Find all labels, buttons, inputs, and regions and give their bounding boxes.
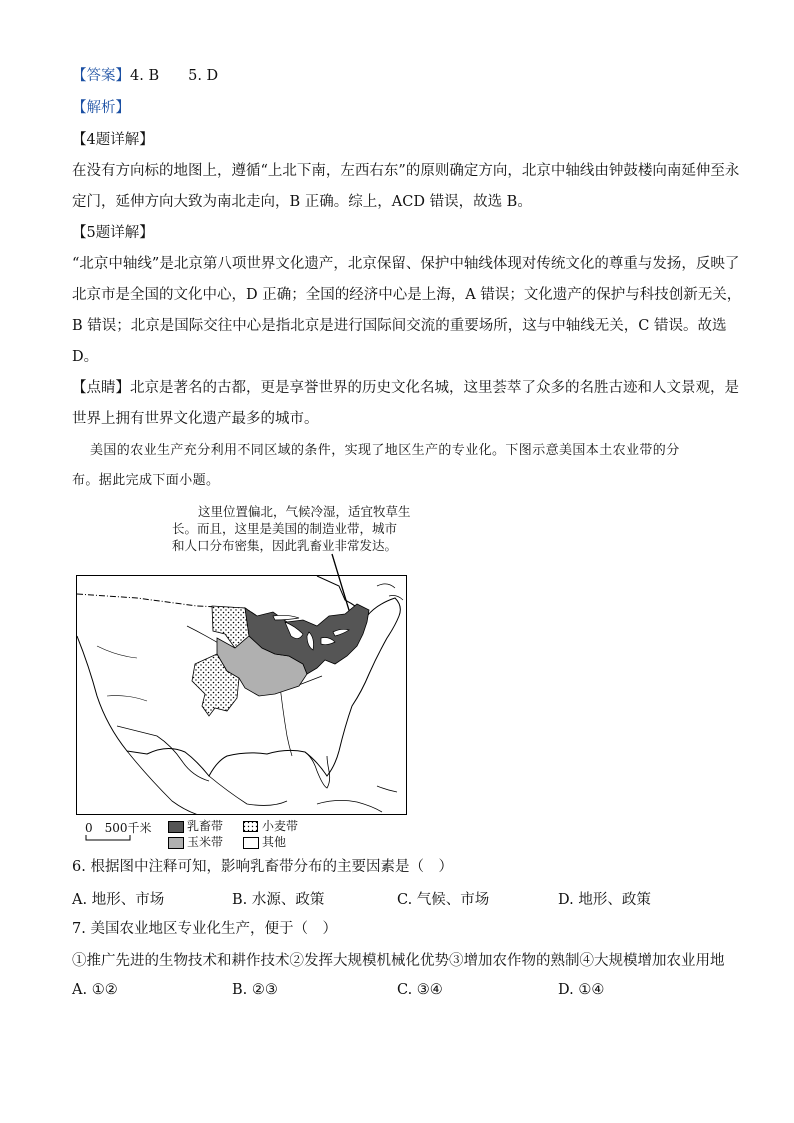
q7-option-b[interactable]: B. ②③ [232,982,278,998]
q6-stem: 6. 根据图中注释可知，影响乳畜带分布的主要因素是（ ） [72,859,453,875]
q5-line-2: 北京市是全国的文化中心，D 正确；全国的经济中心是上海，A 错误；文化遗产的保护与科技创新无关， [72,287,742,303]
annotation-line-1: 这里位置偏北，气候冷湿，适宜牧草生 [198,504,411,519]
legend-dairy-label: 乳畜带 [187,819,224,833]
q6-option-b[interactable]: B. 水源、政策 [232,892,325,908]
legend-wheat [243,817,298,834]
scale-bar [85,835,131,841]
scale-label: 0 500千米 [85,821,152,835]
answer-text: 4. B 5. D [130,68,219,84]
map-svg [77,576,407,815]
legend-wheat-label: 小麦带 [262,819,299,833]
q6-option-a[interactable]: A. 地形、市场 [72,892,165,908]
q7-option-a[interactable]: A. ①② [72,982,118,998]
annotation-line-3: 和人口分布密集，因此乳畜业非常发达。 [172,538,398,553]
intro-line-2: 布。据此完成下面小题。 [72,473,220,488]
q5-line-1: “北京中轴线”是北京第八项世界文化遗产，北京保留、保护中轴线体现对传统文化的尊重与发扬，反映了 [72,256,740,272]
answer-line [72,66,218,86]
q7-statements: ①推广先进的生物技术和耕作技术②发挥大规模机械化优势③增加农作物的熟制④大规模增加农业用地 [72,953,725,969]
legend-other-label: 其他 [262,835,287,849]
q6-option-d[interactable]: D. 地形、政策 [558,892,651,908]
florida [305,752,330,788]
q4-line-2: 定门，延伸方向大致为南北走向，B 正确。综上，ACD 错误，故选 B。 [72,194,532,210]
q5-line-3: B 错误；北京是国际交往中心是指北京是进行国际间交流的重要场所，这与中轴线无关，C 错误。故选 [72,318,727,334]
q5-line-4: D。 [72,349,99,365]
q5-header: 【5题详解】 [72,225,154,241]
answer-label: 【答案】 [72,68,130,84]
caribbean [317,786,397,812]
dairy-swatch [168,821,184,833]
map-legend [76,815,416,851]
intro-line-1: 美国的农业生产充分利用不同区域的条件，实现了地区生产的专业化。下图示意美国本土农业带的分 [90,443,680,458]
q6-options [72,888,772,908]
q7-stem: 7. 美国农业地区专业化生产，便于（ ） [72,921,337,937]
us-agriculture-map [76,575,407,815]
comment-line-2: 世界上拥有世界文化遗产最多的城市。 [72,411,319,427]
western-rivers [97,646,147,701]
canada-coast [377,584,403,600]
other-swatch [243,837,259,849]
annotation-line-2: 长。而且，这里是美国的制造业带，城市 [172,521,398,536]
q4-line-1: 在没有方向标的地图上，遵循“上北下南，左西右东”的原则确定方向，北京中轴线由钟鼓楼向南延伸至永 [72,163,740,179]
legend-other [243,833,286,850]
comment-line-1: 【点睛】北京是著名的古都，更是享誉世界的历史文化名城，这里荟萃了众多的名胜古迹和人文景观，是 [72,380,739,396]
legend-dairy [168,817,223,834]
q7-option-c[interactable]: C. ③④ [397,982,443,998]
legend-corn [168,833,223,850]
legend-corn-label: 玉米带 [187,835,224,849]
map-annotation [172,503,411,554]
wheat-swatch [243,821,259,833]
border-mexico [117,726,209,781]
q7-options [72,982,772,1002]
q6-option-c[interactable]: C. 气候、市场 [397,892,490,908]
corn-swatch [168,837,184,849]
q4-header: 【4题详解】 [72,132,154,148]
mexico-coast [127,751,287,815]
analysis-label: 【解析】 [72,100,130,116]
q7-option-d[interactable]: D. ①④ [558,982,605,998]
